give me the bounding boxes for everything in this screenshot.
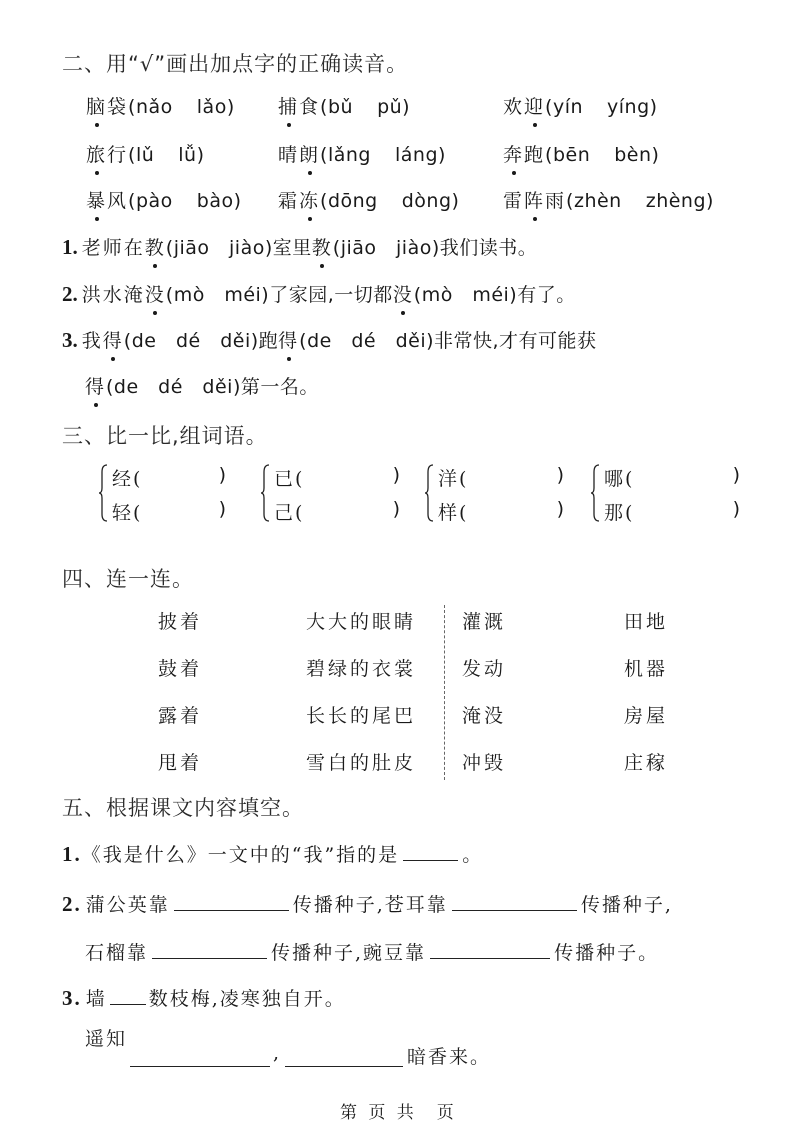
dotted-char: 冻 <box>299 186 320 213</box>
section3-title: 三、比一比,组词语。 <box>62 424 268 448</box>
match-item[interactable]: 碧绿的衣裳 <box>306 658 417 680</box>
question-text: 蒲公英靠 <box>85 894 170 916</box>
answer-blank[interactable]: ) <box>732 498 740 520</box>
fill-question-2-line2 <box>85 938 659 965</box>
pronunciation-sentence <box>62 280 576 307</box>
pronunciation-item: 暴 风 ( pào bào ) <box>86 186 242 213</box>
match-item[interactable]: 田地 <box>624 611 669 633</box>
pinyin-option[interactable]: láng <box>394 144 439 166</box>
dotted-char: 奔 <box>503 140 524 167</box>
match-item[interactable]: 冲毁 <box>462 752 507 774</box>
word-char: 跑 <box>524 144 546 166</box>
question-text: 《我是什么》一文中的“我”指的是 <box>81 844 400 866</box>
dotted-char: 得 <box>103 326 124 353</box>
pinyin-options[interactable]: (de dé děi)跑 <box>123 330 279 352</box>
pronunciation-item: 脑 袋 ( nǎo lǎo ) <box>86 92 235 119</box>
match-item[interactable]: 长长的尾巴 <box>306 705 417 727</box>
pinyin-options[interactable]: (mò méi)了家园,一切都 <box>165 284 393 306</box>
pronunciation-item: 欢 迎 ( yín yíng ) <box>503 92 658 119</box>
pronunciation-item: 霜 冻 ( dōng dòng ) <box>278 186 459 213</box>
compare-char-bottom: 样( <box>438 502 469 524</box>
question-number: 1. <box>62 842 82 866</box>
question-text: 数枝梅,凌寒独自开。 <box>148 988 346 1010</box>
answer-blank[interactable]: ) <box>392 464 400 486</box>
section2-title: 二、用“√”画出加点字的正确读音。 <box>62 52 409 76</box>
compare-char-bottom: 那( <box>604 502 635 524</box>
question-text: 石榴靠 <box>85 942 149 964</box>
pinyin-option[interactable]: lǎo <box>196 96 227 118</box>
match-item[interactable]: 甩着 <box>158 752 203 774</box>
question-end: 。 <box>462 844 484 866</box>
question-text: 传播种子,豌豆靠 <box>271 942 427 964</box>
match-item[interactable]: 淹没 <box>462 705 507 727</box>
brace-icon <box>590 464 600 522</box>
brace-icon <box>260 464 270 522</box>
match-item[interactable]: 鼓着 <box>158 658 203 680</box>
pinyin-options[interactable]: (mò méi)有了。 <box>413 284 576 306</box>
match-item[interactable]: 披着 <box>158 611 203 633</box>
section5-title: 五、根据课文内容填空。 <box>62 796 304 820</box>
question-number: 3. <box>62 328 78 352</box>
match-item[interactable]: 大大的眼睛 <box>306 611 417 633</box>
answer-blank[interactable]: ) <box>556 498 564 520</box>
match-item[interactable]: 发动 <box>462 658 507 680</box>
answer-blank[interactable] <box>152 938 267 959</box>
question-number: 3. <box>62 986 82 1010</box>
pronunciation-item: 晴 朗 ( lǎng láng ) <box>278 140 446 167</box>
compare-char-bottom: 轻( <box>112 502 143 524</box>
pinyin-option[interactable]: zhèn <box>573 190 622 212</box>
compare-char-bottom: 己( <box>274 502 305 524</box>
matching-divider <box>444 605 445 780</box>
compare-group <box>98 462 248 524</box>
answer-blank[interactable] <box>110 984 146 1005</box>
sentence-text: 老师在 <box>81 237 145 259</box>
compare-char-top: 经( <box>112 468 143 490</box>
fill-question-2-line1 <box>62 890 673 917</box>
match-item[interactable]: 机器 <box>624 658 669 680</box>
word-char: 欢 <box>503 96 525 118</box>
pinyin-option[interactable]: nǎo <box>135 96 173 118</box>
pronunciation-item: 奔 跑 ( bēn bèn ) <box>503 140 659 167</box>
pinyin-option[interactable]: bēn <box>552 144 591 166</box>
question-text: 遥知 <box>85 1028 128 1050</box>
dotted-char: 阵 <box>524 186 545 213</box>
comma: , <box>273 1042 282 1064</box>
dotted-char: 没 <box>145 280 166 307</box>
brace-icon <box>424 464 434 522</box>
compare-group <box>590 462 740 524</box>
pronunciation-sentence <box>85 372 319 399</box>
pinyin-option[interactable]: zhèng <box>645 190 707 212</box>
dotted-char: 得 <box>85 372 106 399</box>
match-item[interactable]: 露着 <box>158 705 203 727</box>
match-item[interactable]: 雪白的肚皮 <box>306 752 417 774</box>
dotted-char: 教 <box>145 233 166 260</box>
compare-char-top: 洋( <box>438 468 469 490</box>
question-number: 2. <box>62 892 82 916</box>
pinyin-option[interactable]: pǔ <box>377 96 403 118</box>
fill-question-3-line1 <box>62 984 346 1011</box>
pronunciation-item: 雷 阵 雨 ( zhèn zhèng ) <box>503 186 714 213</box>
pinyin-option[interactable]: bǔ <box>327 96 354 118</box>
answer-blank[interactable]: ) <box>218 498 226 520</box>
question-text: 墙 <box>85 988 107 1010</box>
pronunciation-item: 捕 食 ( bǔ pǔ ) <box>278 92 410 119</box>
sentence-text: 我 <box>81 330 103 352</box>
word-char: 风 <box>107 190 129 212</box>
pinyin-option[interactable]: dòng <box>401 190 452 212</box>
pinyin-option[interactable]: lǎng <box>327 144 371 166</box>
word-char: 雨 <box>545 190 567 212</box>
answer-blank[interactable]: ) <box>218 464 226 486</box>
word-char: 行 <box>107 144 129 166</box>
pinyin-option[interactable]: lǔ <box>135 144 155 166</box>
word-char: 晴 <box>278 144 300 166</box>
sentence-text: 洪水淹 <box>81 284 145 306</box>
section4-title: 四、连一连。 <box>62 567 194 591</box>
question-number: 2. <box>62 282 78 306</box>
answer-blank[interactable] <box>403 840 458 861</box>
dotted-char: 得 <box>278 326 299 353</box>
page-footer: 第 页 共 页 <box>340 1103 457 1123</box>
match-item[interactable]: 灌溉 <box>462 611 507 633</box>
fill-question-1 <box>62 840 483 867</box>
pronunciation-sentence <box>62 233 537 260</box>
pronunciation-item: 旅 行 ( lǔ lǚ ) <box>86 140 205 167</box>
pinyin-option[interactable]: yíng <box>607 96 650 118</box>
compare-group <box>260 462 410 524</box>
compare-char-top: 哪( <box>604 468 635 490</box>
pinyin-options[interactable]: (jiāo jiào)我们读书。 <box>332 237 538 259</box>
word-char: 雷 <box>503 190 525 212</box>
answer-blank[interactable] <box>285 1046 403 1067</box>
word-char: 霜 <box>278 190 300 212</box>
dotted-char: 教 <box>312 233 333 260</box>
word-char: 袋 <box>107 96 129 118</box>
dotted-char: 迎 <box>524 92 545 119</box>
pinyin-option[interactable]: pào <box>135 190 173 212</box>
question-text: 传播种子,苍耳靠 <box>292 894 448 916</box>
pinyin-options[interactable]: (de dé děi)非常快,才有可能获 <box>299 330 597 352</box>
pinyin-option[interactable]: lǚ <box>178 144 197 166</box>
question-text: 传播种子。 <box>554 942 660 964</box>
question-text: 传播种子, <box>580 894 673 916</box>
pinyin-option[interactable]: yín <box>552 96 584 118</box>
brace-icon <box>98 464 108 522</box>
answer-blank[interactable] <box>452 890 577 911</box>
dotted-char: 没 <box>393 280 414 307</box>
pinyin-option[interactable]: dōng <box>327 190 378 212</box>
compare-char-top: 已( <box>274 468 305 490</box>
match-item[interactable]: 庄稼 <box>624 752 669 774</box>
question-number: 1. <box>62 235 78 259</box>
dotted-char: 捕 <box>278 92 299 119</box>
dotted-char: 旅 <box>86 140 107 167</box>
pinyin-option[interactable]: bào <box>196 190 234 212</box>
pinyin-options[interactable]: (de dé děi)第一名。 <box>106 376 319 398</box>
match-item[interactable]: 房屋 <box>624 705 669 727</box>
answer-blank[interactable] <box>174 890 289 911</box>
compare-group <box>424 462 574 524</box>
pinyin-options[interactable]: (jiāo jiào)室里 <box>165 237 312 259</box>
answer-blank[interactable] <box>430 938 550 959</box>
pinyin-option[interactable]: bèn <box>614 144 652 166</box>
dotted-char: 朗 <box>299 140 320 167</box>
word-char: 食 <box>299 96 321 118</box>
dotted-char: 暴 <box>86 186 107 213</box>
answer-blank[interactable] <box>130 1046 270 1067</box>
answer-blank[interactable]: ) <box>556 464 564 486</box>
question-text: 暗香来。 <box>407 1046 492 1068</box>
answer-blank[interactable]: ) <box>392 498 400 520</box>
dotted-char: 脑 <box>86 92 107 119</box>
pronunciation-sentence <box>62 326 597 353</box>
answer-blank[interactable]: ) <box>732 464 740 486</box>
